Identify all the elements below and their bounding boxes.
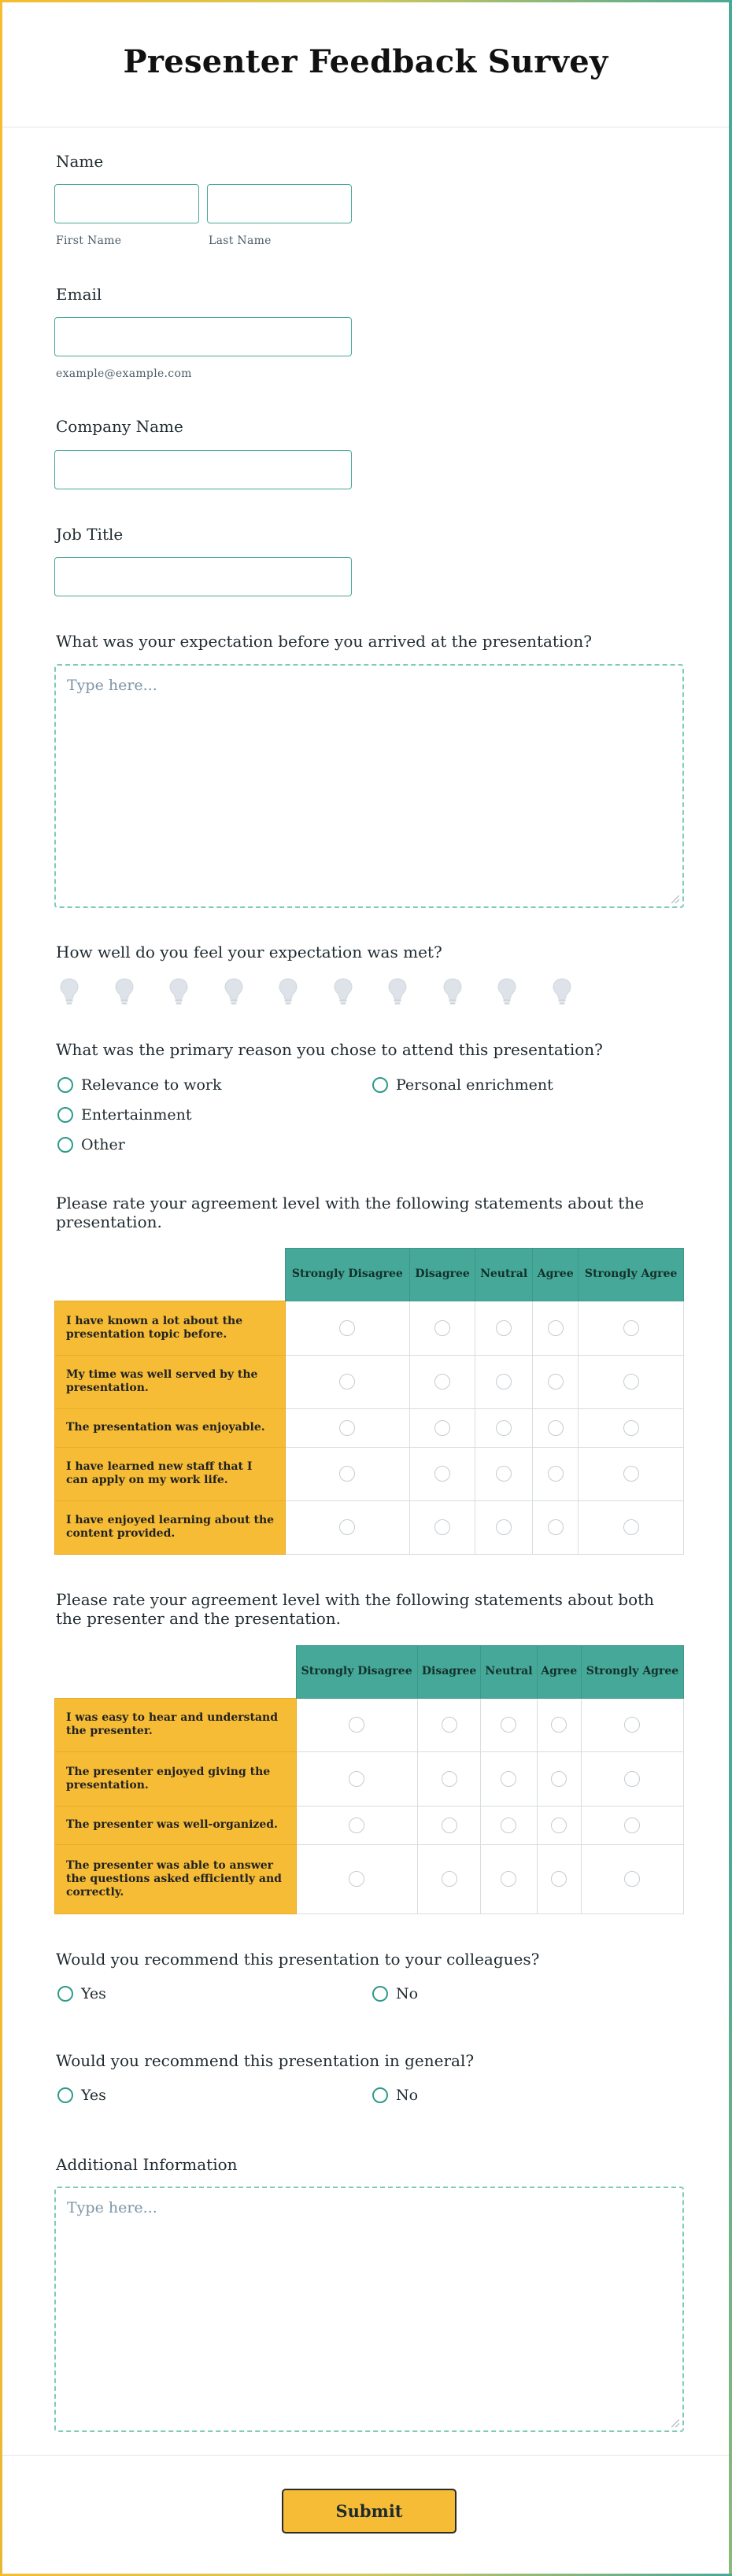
matrix-radio[interactable] bbox=[339, 1320, 355, 1336]
matrix-cell[interactable] bbox=[296, 1751, 417, 1806]
form-header bbox=[2, 2, 729, 127]
matrix-radio[interactable] bbox=[623, 1320, 639, 1336]
frame-border-left bbox=[0, 0, 2, 2576]
matrix-radio[interactable] bbox=[551, 1871, 567, 1887]
matrix-row bbox=[55, 1447, 684, 1500]
matrix-cell[interactable] bbox=[581, 1751, 683, 1806]
matrix-cell[interactable] bbox=[417, 1806, 481, 1844]
matrix-radio[interactable] bbox=[442, 1818, 457, 1833]
option-label: No bbox=[396, 2087, 419, 2104]
matrix-radio[interactable] bbox=[339, 1519, 355, 1535]
matrix-cell[interactable] bbox=[537, 1806, 581, 1844]
matrix-cell[interactable] bbox=[537, 1844, 581, 1914]
matrix-cell[interactable] bbox=[537, 1698, 581, 1751]
radio-circle[interactable] bbox=[57, 1077, 73, 1093]
lightbulb-icon[interactable] bbox=[168, 977, 189, 1006]
matrix-cell[interactable] bbox=[296, 1698, 417, 1751]
reason-option-label: Relevance to work bbox=[81, 1076, 222, 1094]
matrix-row-label: The presentation was enjoyable. bbox=[55, 1408, 286, 1447]
matrix-row bbox=[55, 1355, 684, 1408]
matrix-row bbox=[55, 1698, 684, 1751]
matrix-corner bbox=[55, 1646, 297, 1699]
matrix-cell[interactable] bbox=[410, 1408, 475, 1447]
matrix-row-label: The presenter enjoyed giving the presentation. bbox=[55, 1751, 297, 1806]
matrix-cell[interactable] bbox=[475, 1500, 533, 1554]
matrix-cell[interactable] bbox=[533, 1301, 579, 1355]
reason-option-personal[interactable] bbox=[372, 1074, 553, 1096]
matrix-column-header: Neutral bbox=[475, 1249, 533, 1301]
rating-label: How well do you feel your expectation was met? bbox=[56, 943, 442, 961]
matrix-cell[interactable] bbox=[537, 1751, 581, 1806]
matrix-cell[interactable] bbox=[285, 1355, 410, 1408]
matrix-radio[interactable] bbox=[501, 1717, 516, 1733]
email-label: Email bbox=[56, 285, 102, 304]
matrix-radio[interactable] bbox=[551, 1717, 567, 1733]
matrix-column-header: Agree bbox=[533, 1249, 579, 1301]
matrix-row bbox=[55, 1751, 684, 1806]
radio-circle[interactable] bbox=[372, 2087, 388, 2103]
matrix-radio[interactable] bbox=[496, 1466, 512, 1482]
matrix-cell[interactable] bbox=[481, 1844, 537, 1914]
matrix-cell[interactable] bbox=[417, 1751, 481, 1806]
expectation-textarea[interactable] bbox=[54, 664, 684, 908]
matrix-radio[interactable] bbox=[623, 1374, 639, 1389]
matrix-radio[interactable] bbox=[548, 1519, 564, 1535]
expectation-label: What was your expectation before you arrived at the presentation? bbox=[56, 632, 592, 651]
job-title-label: Job Title bbox=[56, 525, 124, 544]
reason-option-relevance[interactable] bbox=[57, 1074, 222, 1096]
reason-option-label: Entertainment bbox=[81, 1106, 192, 1124]
matrix-radio[interactable] bbox=[339, 1374, 355, 1389]
matrix-cell[interactable] bbox=[475, 1408, 533, 1447]
matrix-radio[interactable] bbox=[442, 1871, 457, 1887]
matrix-radio[interactable] bbox=[624, 1717, 640, 1733]
recommend-colleagues-no[interactable] bbox=[372, 1983, 418, 2005]
matrix-column-header: Agree bbox=[537, 1646, 581, 1699]
matrix-cell[interactable] bbox=[285, 1301, 410, 1355]
job-title-input[interactable] bbox=[54, 557, 352, 596]
matrix-radio[interactable] bbox=[496, 1320, 512, 1336]
matrix-radio[interactable] bbox=[442, 1771, 457, 1787]
reason-option-label: Other bbox=[81, 1136, 125, 1153]
matrix-column-header: Strongly Agree bbox=[581, 1646, 683, 1699]
resize-handle-icon[interactable] bbox=[671, 2419, 679, 2427]
matrix-radio[interactable] bbox=[501, 1818, 516, 1833]
matrix-row-label: The presenter was able to answer the questions asked efficiently and correctly. bbox=[55, 1844, 297, 1914]
matrix-cell[interactable] bbox=[481, 1698, 537, 1751]
matrix-radio[interactable] bbox=[349, 1818, 364, 1833]
reason-option-entertainment[interactable] bbox=[57, 1104, 191, 1126]
lightbulb-icon[interactable] bbox=[387, 977, 408, 1006]
matrix-column-header: Strongly Disagree bbox=[285, 1249, 410, 1301]
matrix-cell[interactable] bbox=[481, 1806, 537, 1844]
matrix-radio[interactable] bbox=[434, 1420, 450, 1436]
matrix-cell[interactable] bbox=[533, 1355, 579, 1408]
recommend-colleagues-yes[interactable] bbox=[57, 1983, 106, 2005]
matrix-cell[interactable] bbox=[533, 1408, 579, 1447]
email-input[interactable] bbox=[54, 317, 352, 356]
matrix-column-header: Disagree bbox=[417, 1646, 481, 1699]
additional-info-label: Additional Information bbox=[56, 2155, 238, 2174]
option-label: No bbox=[396, 1985, 419, 2002]
matrix-cell[interactable] bbox=[581, 1806, 683, 1844]
matrix-row bbox=[55, 1806, 684, 1844]
matrix-radio[interactable] bbox=[548, 1466, 564, 1482]
recommend-colleagues-label: Would you recommend this presentation to your colleagues? bbox=[56, 1950, 540, 1969]
radio-circle[interactable] bbox=[57, 2087, 73, 2103]
matrix-radio[interactable] bbox=[496, 1519, 512, 1535]
matrix-cell[interactable] bbox=[481, 1751, 537, 1806]
footer-divider bbox=[2, 2455, 729, 2456]
matrix-cell[interactable] bbox=[417, 1698, 481, 1751]
matrix-radio[interactable] bbox=[434, 1320, 450, 1336]
matrix-cell[interactable] bbox=[581, 1844, 683, 1914]
lightbulb-icon[interactable] bbox=[59, 977, 79, 1006]
matrix-radio[interactable] bbox=[548, 1374, 564, 1389]
first-name-sublabel: First Name bbox=[56, 234, 122, 247]
matrix-cell[interactable] bbox=[579, 1500, 684, 1554]
matrix-radio[interactable] bbox=[624, 1871, 640, 1887]
submit-button[interactable]: Submit bbox=[282, 2489, 457, 2534]
company-name-input[interactable] bbox=[54, 450, 352, 489]
lightbulb-icon[interactable] bbox=[442, 977, 463, 1006]
lightbulb-icon[interactable] bbox=[333, 977, 353, 1006]
recommend-general-yes[interactable] bbox=[57, 2084, 106, 2106]
matrix-row bbox=[55, 1408, 684, 1447]
radio-circle[interactable] bbox=[372, 1986, 388, 2002]
matrix-cell[interactable] bbox=[475, 1355, 533, 1408]
last-name-input[interactable] bbox=[207, 184, 352, 223]
matrix-row bbox=[55, 1500, 684, 1554]
matrix-row bbox=[55, 1844, 684, 1914]
lightbulb-icon[interactable] bbox=[552, 977, 572, 1006]
option-label: Yes bbox=[81, 1985, 106, 2002]
matrix-radio[interactable] bbox=[501, 1771, 516, 1787]
option-label: Yes bbox=[81, 2087, 106, 2104]
reason-label: What was the primary reason you chose to attend this presentation? bbox=[56, 1040, 603, 1059]
matrix-radio[interactable] bbox=[434, 1466, 450, 1482]
matrix-radio[interactable] bbox=[339, 1420, 355, 1436]
matrix-row-label: I have learned new staff that I can apply on my work life. bbox=[55, 1447, 286, 1500]
additional-info-placeholder: Type here... bbox=[67, 2199, 157, 2216]
matrix1-label: Please rate your agreement level with the following statements about the presentation. bbox=[56, 1194, 645, 1231]
matrix-radio[interactable] bbox=[349, 1871, 364, 1887]
matrix-cell[interactable] bbox=[410, 1355, 475, 1408]
matrix-radio[interactable] bbox=[434, 1519, 450, 1535]
name-label: Name bbox=[56, 152, 104, 171]
last-name-sublabel: Last Name bbox=[209, 234, 272, 247]
matrix-cell[interactable] bbox=[417, 1844, 481, 1914]
resize-handle-icon[interactable] bbox=[671, 895, 679, 903]
matrix-row-label: I have enjoyed learning about the content provided. bbox=[55, 1500, 286, 1554]
matrix-cell[interactable] bbox=[579, 1408, 684, 1447]
frame-border-right bbox=[729, 0, 732, 2576]
matrix-row-label: My time was well served by the presentation. bbox=[55, 1355, 286, 1408]
recommend-general-no[interactable] bbox=[372, 2084, 418, 2106]
company-name-label: Company Name bbox=[56, 417, 183, 436]
radio-circle[interactable] bbox=[372, 1077, 388, 1093]
matrix-radio[interactable] bbox=[623, 1420, 639, 1436]
matrix-cell[interactable] bbox=[581, 1698, 683, 1751]
additional-info-textarea[interactable] bbox=[54, 2187, 684, 2432]
matrix-cell[interactable] bbox=[410, 1301, 475, 1355]
matrix-row-label: I was easy to hear and understand the presenter. bbox=[55, 1698, 297, 1751]
matrix-radio[interactable] bbox=[548, 1320, 564, 1336]
matrix-radio[interactable] bbox=[501, 1871, 516, 1887]
matrix-cell[interactable] bbox=[579, 1355, 684, 1408]
radio-circle[interactable] bbox=[57, 1137, 73, 1153]
matrix-cell[interactable] bbox=[579, 1447, 684, 1500]
expectation-placeholder: Type here... bbox=[67, 677, 157, 694]
matrix-cell[interactable] bbox=[579, 1301, 684, 1355]
matrix-cell[interactable] bbox=[410, 1500, 475, 1554]
matrix-corner bbox=[55, 1249, 286, 1301]
matrix-cell[interactable] bbox=[533, 1447, 579, 1500]
matrix-column-header: Strongly Agree bbox=[579, 1249, 684, 1301]
matrix-radio[interactable] bbox=[339, 1466, 355, 1482]
matrix-row-label: The presenter was well-organized. bbox=[55, 1806, 297, 1844]
matrix-radio[interactable] bbox=[624, 1818, 640, 1833]
reason-option-other[interactable] bbox=[57, 1134, 125, 1156]
matrix-column-header: Neutral bbox=[481, 1646, 537, 1699]
matrix-radio[interactable] bbox=[623, 1519, 639, 1535]
matrix1-table bbox=[54, 1248, 684, 1555]
matrix-radio[interactable] bbox=[623, 1466, 639, 1482]
matrix-row-label: I have known a lot about the presentation topic before. bbox=[55, 1301, 286, 1355]
matrix-column-header: Strongly Disagree bbox=[296, 1646, 417, 1699]
matrix2-table bbox=[54, 1645, 684, 1914]
matrix-cell[interactable] bbox=[533, 1500, 579, 1554]
matrix-radio[interactable] bbox=[548, 1420, 564, 1436]
lightbulb-icon[interactable] bbox=[114, 977, 135, 1006]
first-name-input[interactable] bbox=[54, 184, 199, 223]
matrix-cell[interactable] bbox=[285, 1408, 410, 1447]
matrix-radio[interactable] bbox=[442, 1717, 457, 1733]
form-title: Presenter Feedback Survey bbox=[123, 43, 608, 80]
matrix-radio[interactable] bbox=[496, 1374, 512, 1389]
matrix-cell[interactable] bbox=[475, 1447, 533, 1500]
matrix-radio[interactable] bbox=[551, 1818, 567, 1833]
matrix-radio[interactable] bbox=[349, 1717, 364, 1733]
matrix2-label: Please rate your agreement level with the following statements about both the presenter and the presentation. bbox=[56, 1590, 655, 1628]
matrix-cell[interactable] bbox=[410, 1447, 475, 1500]
radio-circle[interactable] bbox=[57, 1986, 73, 2002]
matrix-radio[interactable] bbox=[434, 1374, 450, 1389]
recommend-general-label: Would you recommend this presentation in general? bbox=[56, 2051, 475, 2070]
matrix-radio[interactable] bbox=[496, 1420, 512, 1436]
matrix-column-header: Disagree bbox=[410, 1249, 475, 1301]
matrix-cell[interactable] bbox=[296, 1844, 417, 1914]
radio-circle[interactable] bbox=[57, 1107, 73, 1123]
lightbulb-icon[interactable] bbox=[278, 977, 298, 1006]
matrix-cell[interactable] bbox=[296, 1806, 417, 1844]
matrix-radio[interactable] bbox=[624, 1771, 640, 1787]
matrix-cell[interactable] bbox=[285, 1447, 410, 1500]
reason-option-label: Personal enrichment bbox=[396, 1076, 553, 1094]
matrix-radio[interactable] bbox=[349, 1771, 364, 1787]
lightbulb-icon[interactable] bbox=[497, 977, 517, 1006]
email-sublabel: example@example.com bbox=[56, 367, 192, 380]
matrix-radio[interactable] bbox=[551, 1771, 567, 1787]
matrix-cell[interactable] bbox=[475, 1301, 533, 1355]
matrix-cell[interactable] bbox=[285, 1500, 410, 1554]
matrix-row bbox=[55, 1301, 684, 1355]
lightbulb-icon[interactable] bbox=[224, 977, 244, 1006]
